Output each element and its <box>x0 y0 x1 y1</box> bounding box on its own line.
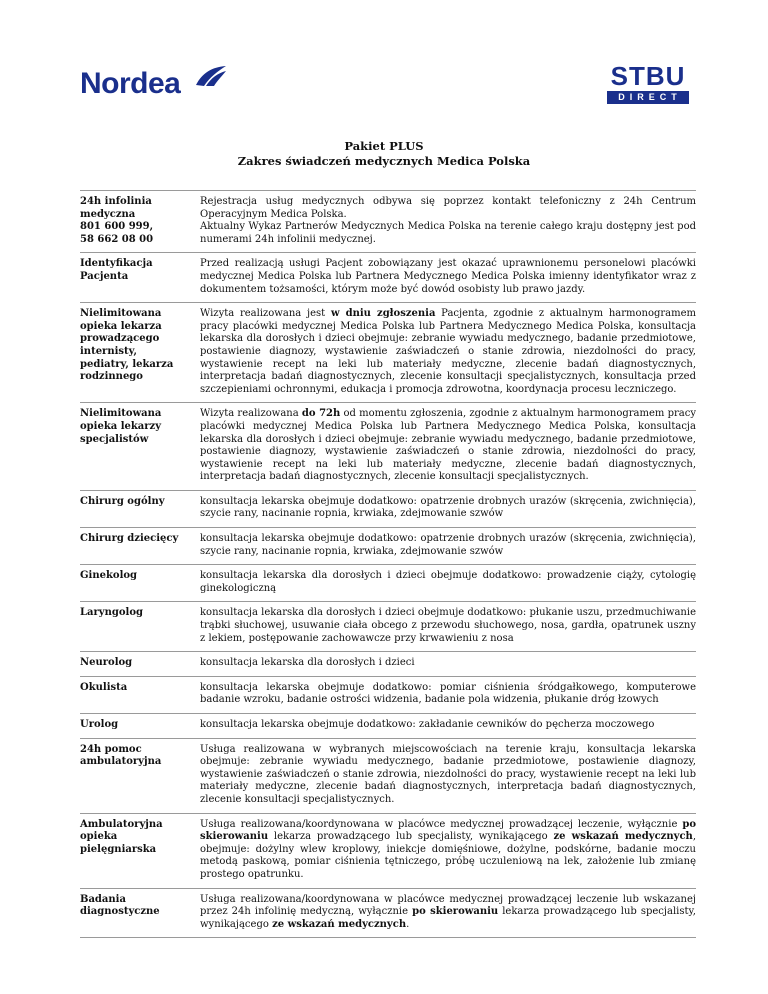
row-label-line: Ambulatoryjna <box>80 818 163 830</box>
title-line-2: Zakres świadczeń medycznych Medica Polska <box>237 154 531 168</box>
row-label-line: pediatry, lekarza <box>80 358 174 370</box>
body-text: Wizyta realizowana jest <box>200 308 331 320</box>
row-label <box>80 813 200 888</box>
row-label-line: Badania <box>80 893 126 905</box>
body-text: od momentu zgłoszenia, zgodnie z aktualnym harmonogramem pracy placówki medycznej Medica Polska lub Partnera Medycznego Medica Polska, konsultacja lekarska dla dorosłych i dzieci obejmuje: zebranie wywiadu medycznego, badanie przedmiotowe, postawienie diagnozy, wystawienie zaświadczeń o stanie zdrowia, niezdolności do pracy, wystawienie recept na leki lub materiały medyczne, zlecenie badań diagnostycznych, interpretacja badań diagnostycznych, zlecenie konsultacji specjalistycznych. <box>200 408 696 483</box>
row-content <box>200 191 696 253</box>
row-label-line: Laryngolog <box>80 607 143 619</box>
row-label-line: Nielimitowana <box>80 408 162 420</box>
body-text: Pacjenta, zgodnie z aktualnym harmonogramem pracy placówki medycznej Medica Polska lub Partnera Medycznego Medica Polska, konsultacja lekarska dla dorosłych i dzieci obejmuje: zebranie wywiadu medycznego, badanie przedmiotowe, postawienie diagnozy, wystawienie zaświadczeń o stanie zdrowia, niezdolności do pracy, wystawienie recept na leki lub materiały medyczne, zlecenie badań diagnostycznych, interpretacja badań diagnostycznych, zlecenie konsultacji specjalistycznych, konsultacja przed szczepieniami ochronnymi, edukacja i promocja zdrowotna, koordynacja procesu leczniczego. <box>200 308 697 395</box>
row-paragraph <box>200 408 696 484</box>
row-label <box>80 403 200 491</box>
table-row <box>80 676 696 713</box>
row-label-line: 24h infolinia <box>80 196 152 207</box>
emphasis-text: ze wskazań medycznych <box>272 918 407 930</box>
row-paragraph: konsultacja lekarska dla dorosłych i dzieci obejmuje dodatkowo: płukanie uszu, przedmuchiwanie trąbki słuchowej, usuwanie ciała obcego z przewodu słuchowego, nosa, gardła, opatrunek uszny z lekiem, postępowanie zachowawcze przy krwawieniu z nosa <box>200 607 696 644</box>
row-paragraph <box>200 894 696 932</box>
body-text: Wizyta realizowana <box>200 408 302 420</box>
row-label-line: Chirurg dziecięcy <box>80 533 179 545</box>
row-label-line: specjalistów <box>80 433 149 445</box>
row-paragraph: konsultacja lekarska obejmuje dodatkowo: zakładanie cewników do pęcherza moczowego <box>200 719 655 730</box>
row-paragraph <box>200 308 696 396</box>
row-label-line: medyczna <box>80 208 136 220</box>
row-content <box>200 888 696 938</box>
row-label <box>80 602 200 652</box>
table-row <box>80 253 696 303</box>
table-row <box>80 738 696 813</box>
row-label-line: Neurolog <box>80 657 133 669</box>
row-label-line: pielęgniarska <box>80 843 157 855</box>
body-text: Usługa realizowana/koordynowana w placówce medycznej prowadzącej leczenie, wyłącznie <box>200 818 683 830</box>
row-label <box>80 888 200 938</box>
row-paragraph: Usługa realizowana w wybranych miejscowościach na terenie kraju, konsultacja lekarska obejmuje: zebranie wywiadu medycznego, badanie przedmiotowe, postawienie diagnozy, wystawienie zaświadczeń o stanie zdrowia, niezdolności do pracy, wystawienie recept na leki lub materiały medyczne, zlecenie badań diagnostycznych, interpretacja badań diagnostycznych, zlecenie konsultacji specjalistycznych. <box>200 743 696 805</box>
row-content <box>200 602 696 652</box>
table-row <box>80 813 696 888</box>
title-line-1: Pakiet PLUS <box>344 139 424 153</box>
body-text: . <box>406 918 410 930</box>
row-label <box>80 652 200 677</box>
row-label-line: rodzinnego <box>80 371 143 383</box>
row-paragraph: konsultacja lekarska dla dorosłych i dzieci <box>200 657 415 669</box>
row-label-line: ambulatoryjna <box>80 756 162 768</box>
row-label-line: 801 600 999, <box>80 221 154 233</box>
row-paragraph: konsultacja lekarska dla dorosłych i dzieci obejmuje dodatkowo: prowadzenie ciąży, cytologię ginekologiczną <box>200 570 696 594</box>
table-row <box>80 490 696 527</box>
row-label <box>80 676 200 713</box>
row-label <box>80 253 200 303</box>
table-row <box>80 191 696 253</box>
row-label-line: 58 662 08 00 <box>80 233 154 245</box>
benefits-table <box>80 190 696 938</box>
row-paragraph: konsultacja lekarska obejmuje dodatkowo: opatrzenie drobnych urazów (skręcenia, zwichnięcia), szycie rany, nacinanie ropnia, krwiaka, zdejmowanie szwów <box>200 533 696 557</box>
emphasis-text: po skierowaniu <box>200 818 696 843</box>
row-content <box>200 714 696 739</box>
table-row <box>80 714 696 739</box>
table-row <box>80 528 696 565</box>
row-label-line: opieka lekarzy <box>80 420 162 432</box>
stbu-wordmark: STBU <box>610 61 686 91</box>
row-label-line: Identyfikacja <box>80 258 153 270</box>
nordea-wordmark: Nordea <box>80 67 181 100</box>
row-content <box>200 528 696 565</box>
page-title <box>0 139 768 169</box>
row-label-line: prowadzącego <box>80 333 160 345</box>
row-content <box>200 490 696 527</box>
emphasis-text: po skierowaniu <box>412 906 499 918</box>
row-paragraph: Rejestracja usług medycznych odbywa się poprzez kontakt telefoniczny z 24h Centrum Operacyjnym Medica Polska. <box>200 196 696 220</box>
emphasis-text: ze wskazań medycznych <box>553 831 693 843</box>
row-paragraph: konsultacja lekarska obejmuje dodatkowo: opatrzenie drobnych urazów (skręcenia, zwichnięcia), szycie rany, nacinanie ropnia, krwiaka, zdejmowanie szwów <box>200 495 696 520</box>
row-content <box>200 253 696 303</box>
row-label-line: opieka lekarza <box>80 320 162 332</box>
table-row <box>80 303 696 403</box>
row-label <box>80 303 200 403</box>
body-text: lekarza prowadzącego lub specjalisty, wynikającego <box>268 831 554 843</box>
table-row <box>80 565 696 602</box>
row-label-line: Nielimitowana <box>80 308 162 320</box>
row-label <box>80 565 200 602</box>
row-label-line: opieka <box>80 831 118 843</box>
nordea-logo <box>80 65 240 101</box>
row-content <box>200 303 696 403</box>
row-label-line: Urolog <box>80 719 119 730</box>
body-text: , obejmuje: dożylny wlew kroplowy, iniekcje domięśniowe, dożylne, podskórne, badanie moczu metodą paskową, pomiar ciśnienia tętniczego, próbę uczuleniową na lek, założenie lub zmianę prostego opatrunku. <box>200 831 696 880</box>
row-label <box>80 714 200 739</box>
row-label-line: internisty, <box>80 345 137 357</box>
row-paragraph: Aktualny Wykaz Partnerów Medycznych Medica Polska na terenie całego kraju dostępny jest pod numerami 24h infolinii medycznej. <box>200 221 696 245</box>
row-label <box>80 490 200 527</box>
table-row <box>80 602 696 652</box>
row-label-line: Chirurg ogólny <box>80 495 165 507</box>
row-content <box>200 676 696 713</box>
emphasis-text: w dniu zgłoszenia <box>330 308 436 320</box>
row-label-line: diagnostyczne <box>80 906 160 918</box>
row-paragraph <box>200 819 696 882</box>
row-label <box>80 738 200 813</box>
row-label-line: Okulista <box>80 681 128 693</box>
row-content <box>200 565 696 602</box>
nordea-wings-icon <box>192 65 228 87</box>
row-label-line: Pacjenta <box>80 270 129 282</box>
row-label <box>80 191 200 253</box>
row-content <box>200 813 696 888</box>
direct-bar: DIRECT <box>607 91 689 104</box>
table-row <box>80 652 696 677</box>
row-content <box>200 652 696 677</box>
emphasis-text: do 72h <box>301 408 341 420</box>
table-row <box>80 888 696 938</box>
row-paragraph: konsultacja lekarska obejmuje dodatkowo: pomiar ciśnienia śródgałkowego, komputerowe badanie wzroku, badanie ostrości widzenia, badanie pola widzenia, płukanie dróg łzowych <box>200 681 696 706</box>
table-row <box>80 403 696 491</box>
body-text: lekarza prowadzącego lub specjalisty, wynikającego <box>200 906 696 930</box>
row-paragraph: Przed realizacją usługi Pacjent zobowiązany jest okazać uprawnionemu personelowi placówki medycznej Medica Polska lub Partnera Medycznego Medica Polska imienny identyfikator wraz z dokumentem tożsamości, którym może być dowód osobisty lub prawo jazdy. <box>200 258 696 295</box>
stbu-direct-logo <box>607 63 689 105</box>
row-label-line: 24h pomoc <box>80 743 142 755</box>
body-text: Usługa realizowana/koordynowana w placówce medycznej prowadzącej leczenie lub wskazanej przez 24h infolinię medyczną, wyłącznie <box>200 893 696 918</box>
row-content <box>200 403 696 491</box>
row-label-line: Ginekolog <box>80 570 138 582</box>
row-content <box>200 738 696 813</box>
row-label <box>80 528 200 565</box>
